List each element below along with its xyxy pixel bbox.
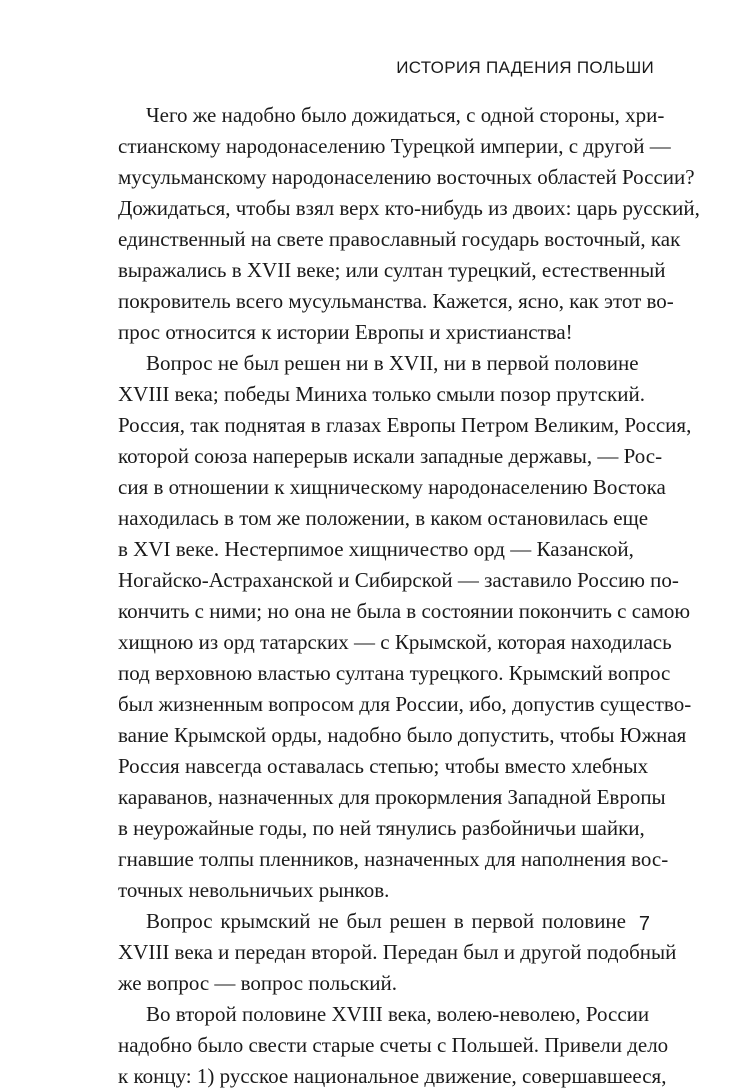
text-line: под верховною властью султана турецкого. Крымский вопрос [118,661,671,685]
text-line: точных невольничьих рынков. [118,878,390,902]
text-line: стианскому народонаселению Турецкой империи, с другой — [118,134,671,158]
body-text [118,100,700,1092]
text-line: Во второй половине XVIII века, волею-неволею, России [146,1002,650,1026]
text-line: Россия навсегда оставалась степью; чтобы вместо хлебных [118,754,649,778]
text-line: прос относится к истории Европы и христианства! [118,320,573,344]
text-line: в неурожайные годы, по ней тянулись разбойничьи шайки, [118,816,645,840]
text-line: сия в отношении к хищническому народонаселению Востока [118,475,666,499]
text-line: находилась в том же положении, в каком остановилась еще [118,506,649,530]
paragraph [118,100,700,348]
paragraph [118,999,669,1092]
running-header: ИСТОРИЯ ПАДЕНИЯ ПОЛЬШИ [396,58,654,77]
text-line: выражались в XVII веке; или султан турецкий, естественный [118,258,666,282]
paragraph [118,348,692,906]
text-line: XVIII века и передан второй. Передан был и другой подобный [118,940,677,964]
page-number: 7 [638,913,650,935]
text-line: Дожидаться, чтобы взял верх кто-нибудь из двоих: царь русский, [118,196,700,220]
text-line: гнавшие толпы пленников, назначенных для наполнения вос- [118,847,669,871]
text-line: покровитель всего мусульманства. Кажется, ясно, как этот во- [118,289,674,313]
paragraph [118,906,677,999]
text-line: в XVI веке. Нестерпимое хищничество орд — Казанской, [118,537,634,561]
text-line: XVIII века; победы Миниха только смыли позор прутский. [118,382,645,406]
text-line: вание Крымской орды, надобно было допустить, чтобы Южная [118,723,687,747]
text-line: к концу: 1) русское национальное движение, совершавшееся, [118,1064,667,1088]
text-line: Россия, так поднятая в глазах Европы Петром Великим, Россия, [118,413,692,437]
text-line: караванов, назначенных для прокормления Западной Европы [118,785,666,809]
text-line: Ногайско-Астраханской и Сибирской — заставило Россию по- [118,568,679,592]
text-line: был жизненным вопросом для России, ибо, допустив существо- [118,692,692,716]
text-line: Вопрос крымский не был решен в первой половине [146,909,626,933]
text-line: Вопрос не был решен ни в XVII, ни в первой половине [146,351,639,375]
text-line: же вопрос — вопрос польский. [118,971,398,995]
text-line: хищною из орд татарских — с Крымской, которая находилась [118,630,672,654]
text-line: единственный на свете православный государь восточный, как [118,227,681,251]
text-line: которой союза наперерыв искали западные державы, — Рос- [118,444,663,468]
text-line: надобно было свести старые счеты с Польшей. Привели дело [118,1033,669,1057]
text-line: мусульманскому народонаселению восточных областей России? [118,165,695,189]
text-line: кончить с ними; но она не была в состоянии покончить с самою [118,599,691,623]
text-line: Чего же надобно было дожидаться, с одной стороны, хри- [146,103,665,127]
